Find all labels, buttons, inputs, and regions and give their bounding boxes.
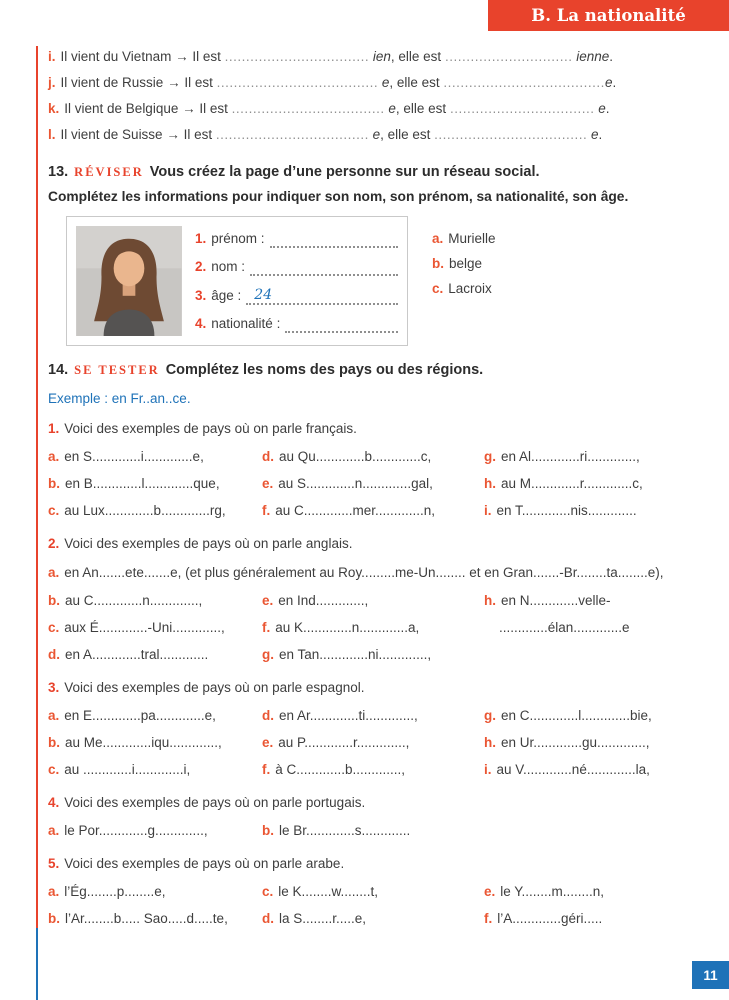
- field-value-handwritten: 24: [254, 286, 273, 303]
- item-text: en T.............nis.............: [496, 503, 637, 518]
- exercise-13-heading: [48, 161, 703, 183]
- item-text: en An.......ete.......e, (et plus généralement au Roy.........me-Un........ et en Gran.......-Br........ta........e),: [64, 565, 664, 580]
- item-letter: c.: [48, 762, 60, 777]
- exercise-item: [262, 591, 484, 611]
- item-letter: f.: [262, 503, 271, 518]
- profile-card: [66, 216, 408, 346]
- country-section-1: [48, 419, 703, 521]
- exercise-item: [48, 706, 262, 726]
- item-text: en C.............l.............bie,: [501, 708, 652, 723]
- item-text: en S.............i.............e,: [64, 449, 204, 464]
- item-text: au Lux.............b.............rg,: [64, 503, 226, 518]
- item-text: .: [609, 49, 614, 64]
- exercise-item: [262, 447, 484, 467]
- item-letter: b.: [262, 823, 274, 838]
- item-letter: b.: [432, 256, 444, 271]
- item-letter: h.: [484, 593, 496, 608]
- answer-blank: ....................................: [215, 127, 369, 142]
- exercise-item: [262, 882, 484, 902]
- exercise-13-tag: RÉVISER: [74, 165, 144, 179]
- exercise-item: [484, 760, 703, 780]
- item-letter: b.: [48, 593, 60, 608]
- field-number: 1.: [195, 231, 207, 246]
- item-text: au Me.............iqu.............,: [65, 735, 222, 750]
- italic-ending: e: [384, 101, 396, 116]
- section-intro-text: Voici des exemples de pays où on parle espagnol.: [64, 680, 365, 695]
- item-text: au .............i.............i,: [64, 762, 191, 777]
- item-text: l’A.............géri.....: [497, 911, 603, 926]
- section-intro-text: Voici des exemples de pays où on parle français.: [64, 421, 357, 436]
- country-section-3: [48, 678, 703, 780]
- item-letter: a.: [432, 231, 444, 246]
- item-letter: c.: [48, 620, 60, 635]
- item-text: le Br.............s.............: [279, 823, 411, 838]
- italic-ending: e: [587, 127, 599, 142]
- item-text: Il vient du Vietnam → Il est: [60, 49, 225, 64]
- profile-field: [195, 257, 398, 276]
- left-margin-rule-red: [36, 46, 38, 928]
- item-letter: f.: [262, 762, 271, 777]
- exercise-13-number: 13.: [48, 164, 69, 180]
- exercise-item: [48, 821, 262, 841]
- page-number-badge: [692, 961, 729, 989]
- item-text: en Tan.............ni.............,: [279, 647, 432, 662]
- item-letter: a.: [48, 823, 60, 838]
- profile-field: [195, 314, 398, 333]
- item-letter: c.: [262, 884, 274, 899]
- item-text: .: [605, 101, 610, 116]
- italic-ending: e: [604, 75, 613, 90]
- item-text: , elle est: [389, 75, 444, 90]
- answer-blank: ......................................: [216, 75, 379, 90]
- item-letter: g.: [262, 647, 274, 662]
- item-text: le K........w........t,: [278, 884, 379, 899]
- item-text: en E.............pa.............e,: [64, 708, 216, 723]
- section-intro: [48, 419, 703, 439]
- exercise-item: [48, 122, 703, 148]
- section-intro-text: Voici des exemples de pays où on parle anglais.: [64, 536, 353, 551]
- page-content: [48, 44, 703, 929]
- exercise-item: [48, 474, 262, 494]
- item-letter: h.: [484, 476, 496, 491]
- exercise-item: [484, 618, 703, 638]
- answer-option: [432, 276, 496, 301]
- exercise-item: [48, 70, 703, 96]
- item-letter: i.: [484, 503, 492, 518]
- item-letter: d.: [48, 647, 60, 662]
- item-text: au M.............r.............c,: [501, 476, 643, 491]
- item-text: en Ur.............gu.............,: [501, 735, 650, 750]
- profile-photo: [76, 226, 182, 336]
- exercise-item: [262, 760, 484, 780]
- item-letter: l.: [48, 127, 56, 142]
- exercise-item: [484, 447, 703, 467]
- exercise-14-heading: [48, 359, 703, 381]
- profile-field: [195, 229, 398, 248]
- item-letter: i.: [48, 49, 56, 64]
- item-text: au V.............né.............la,: [496, 762, 650, 777]
- section-number: 5.: [48, 856, 60, 871]
- exercise-item: [48, 618, 262, 638]
- exercise-item: [48, 909, 262, 929]
- country-section-5: [48, 854, 703, 929]
- exercise-item: [262, 645, 484, 665]
- item-letter: e.: [262, 476, 274, 491]
- italic-ending: e: [368, 127, 381, 142]
- answer-blank: ......................................: [443, 75, 605, 90]
- item-text: au K.............n.............a,: [275, 620, 420, 635]
- answer-blank: ..................................: [449, 101, 595, 116]
- item-letter: a.: [48, 884, 60, 899]
- section-intro-text: Voici des exemples de pays où on parle arabe.: [64, 856, 345, 871]
- answer-text: belge: [449, 256, 483, 271]
- section-number: 1.: [48, 421, 60, 436]
- item-text: la S........r.....e,: [279, 911, 367, 926]
- answer-blank: ....................................: [231, 101, 385, 116]
- item-text: .: [612, 75, 617, 90]
- item-letter: e.: [484, 884, 496, 899]
- answer-text: Murielle: [448, 231, 496, 246]
- section-intro-text: Voici des exemples de pays où on parle portugais.: [64, 795, 366, 810]
- exercise-item: [48, 96, 703, 122]
- exercise-item: [484, 474, 703, 494]
- item-text: au P.............r.............,: [278, 735, 410, 750]
- item-letter: h.: [484, 735, 496, 750]
- section-intro: [48, 854, 703, 874]
- field-blank: [270, 231, 398, 248]
- exercise-13-title: Vous créez la page d’une personne sur un réseau social.: [149, 164, 540, 180]
- italic-ending: ienne: [572, 49, 610, 64]
- section-banner-title: B. La nationalité: [531, 6, 686, 25]
- item-text: aux É.............-Uni.............,: [64, 620, 225, 635]
- italic-ending: ien: [369, 49, 391, 64]
- item-text: , elle est: [395, 101, 450, 116]
- exercise-13-subtitle: Complétez les informations pour indiquer son nom, son prénom, sa nationalité, son âge.: [48, 189, 629, 204]
- exercise-item: [262, 706, 484, 726]
- section-grid: [48, 882, 703, 929]
- exercise-item: [484, 909, 703, 929]
- item-letter: k.: [48, 101, 60, 116]
- exercise-item: [262, 474, 484, 494]
- item-text: l’Ég........p........e,: [64, 884, 166, 899]
- item-letter: f.: [484, 911, 493, 926]
- item-letter: d.: [262, 708, 274, 723]
- item-text: au Qu.............b.............c,: [279, 449, 432, 464]
- left-margin-rule-blue: [36, 928, 38, 1000]
- exercise-item: [48, 501, 262, 521]
- item-letter: i.: [484, 762, 492, 777]
- item-text: Il vient de Suisse → Il est: [60, 127, 216, 142]
- item-text: en Al.............ri.............,: [501, 449, 640, 464]
- item-text: en Ind.............,: [278, 593, 369, 608]
- item-letter: g.: [484, 708, 496, 723]
- exercise-item: [262, 909, 484, 929]
- item-text: .: [598, 127, 603, 142]
- exercise-item: [484, 706, 703, 726]
- item-letter: d.: [262, 911, 274, 926]
- item-text: à C.............b.............,: [275, 762, 406, 777]
- answer-blank: ..................................: [224, 49, 370, 64]
- exercise-item: [262, 733, 484, 753]
- field-label: prénom :: [211, 231, 265, 246]
- field-label: nationalité :: [211, 315, 281, 331]
- exercise-item: [48, 563, 703, 583]
- item-text: .............élan.............e: [499, 620, 630, 635]
- exercise-item: [48, 645, 262, 665]
- section-intro: [48, 793, 703, 813]
- answer-option: [432, 226, 496, 251]
- country-section-4: [48, 793, 703, 841]
- section-number: 2.: [48, 536, 60, 551]
- item-text: en N.............velle-: [501, 593, 611, 608]
- exercise-14-number: 14.: [48, 362, 69, 378]
- exercise-item: [262, 501, 484, 521]
- exercise-14-tag: SE TESTER: [74, 363, 160, 377]
- italic-ending: e: [378, 75, 390, 90]
- item-text: le Y........m........n,: [500, 884, 605, 899]
- item-letter: a.: [48, 565, 60, 580]
- answer-text: Lacroix: [448, 281, 492, 296]
- field-label: âge :: [211, 287, 242, 303]
- item-text: Il vient de Belgique → Il est: [64, 101, 232, 116]
- exercise-item: [48, 44, 703, 70]
- item-text: au C.............n.............,: [65, 593, 203, 608]
- page-number: 11: [703, 967, 718, 983]
- item-letter: e.: [262, 593, 274, 608]
- profile-section: [66, 216, 703, 346]
- answer-blank: ....................................: [434, 127, 588, 142]
- section-intro: [48, 678, 703, 698]
- item-letter: f.: [262, 620, 271, 635]
- item-letter: d.: [262, 449, 274, 464]
- item-letter: c.: [48, 503, 60, 518]
- item-text: en B.............l.............que,: [65, 476, 220, 491]
- item-letter: e.: [262, 735, 274, 750]
- answer-blank: ..............................: [444, 49, 573, 64]
- field-number: 2.: [195, 259, 207, 275]
- exercise-item: [262, 618, 484, 638]
- section-grid: [48, 591, 703, 665]
- item-letter: g.: [484, 449, 496, 464]
- item-text: en A.............tral.............: [65, 647, 209, 662]
- exercise-item: [484, 501, 703, 521]
- item-text: au C.............mer.............n,: [275, 503, 436, 518]
- item-text: au S.............n.............gal,: [278, 476, 433, 491]
- field-blank: [250, 259, 398, 276]
- item-letter: b.: [48, 735, 60, 750]
- profile-field: [195, 286, 398, 305]
- section-grid: [48, 821, 703, 841]
- item-text: l’Ar........b..... Sao.....d.....te,: [65, 911, 228, 926]
- field-blank: [246, 288, 398, 305]
- exercise-item: [48, 760, 262, 780]
- exercise-item: [484, 733, 703, 753]
- field-label: nom :: [211, 259, 246, 275]
- profile-fields: [195, 226, 398, 336]
- item-letter: b.: [48, 476, 60, 491]
- exercise-item: [48, 733, 262, 753]
- section-intro: [48, 534, 703, 554]
- field-number: 3.: [195, 287, 207, 303]
- item-letter: c.: [432, 281, 444, 296]
- exercise-item: [484, 882, 703, 902]
- item-text: le Por.............g.............,: [64, 823, 208, 838]
- item-letter: a.: [48, 708, 60, 723]
- exercise-item: [484, 591, 703, 611]
- country-section-2: [48, 534, 703, 665]
- exercise-item: [48, 882, 262, 902]
- section-number: 3.: [48, 680, 60, 695]
- item-letter: a.: [48, 449, 60, 464]
- section-grid: [48, 706, 703, 780]
- answer-options: [432, 216, 496, 346]
- italic-ending: e: [594, 101, 606, 116]
- item-text: , elle est: [380, 127, 435, 142]
- section-banner: [488, 0, 729, 31]
- field-number: 4.: [195, 315, 207, 331]
- exercise-item: [48, 591, 262, 611]
- warmup-list: [48, 44, 703, 148]
- exercise-item: [48, 447, 262, 467]
- exercise-item: [262, 821, 484, 841]
- section-grid: [48, 447, 703, 521]
- example-line: Exemple : en Fr..an..ce.: [48, 391, 191, 406]
- country-sections: [48, 419, 703, 929]
- item-text: en Ar.............ti.............,: [279, 708, 418, 723]
- section-number: 4.: [48, 795, 60, 810]
- field-blank: [285, 316, 398, 333]
- item-letter: b.: [48, 911, 60, 926]
- item-letter: j.: [48, 75, 56, 90]
- exercise-14-title: Complétez les noms des pays ou des régions.: [165, 362, 484, 378]
- item-text: , elle est: [390, 49, 445, 64]
- answer-option: [432, 251, 496, 276]
- item-text: Il vient de Russie → Il est: [60, 75, 217, 90]
